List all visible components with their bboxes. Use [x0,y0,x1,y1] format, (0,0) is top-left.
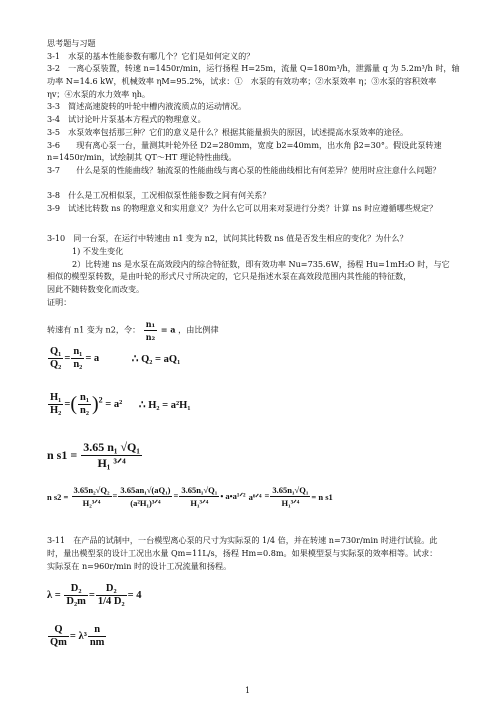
question-3-2-line1: 3-2 一离心泵装置，转速 n=1450r/min，运行扬程 H=25m，流量 Q=180m³/h，泄露量 q 为 5.2m³/h 时，轴 [47,63,460,73]
equation-lambda: λ = $\frac{\text{D₂}}{\text{D₂m}}$ = $\frac{\text{D₂}}{\text{1/4 D₂}}$ = 4 [47,583,142,607]
answer-3-10-line2: 相似的模型泵转数，是由叶轮的形式尺寸所决定的，它只是指述水泵在高效段范围内其性能的特征数， [47,271,412,281]
question-3-7: 3-7 什么是泵的性能曲线？轴流泵的性能曲线与离心泵的性能曲线相比有何差异？使用时应注意什么问题？ [47,165,441,175]
answer-3-10-line1: 2）比转速 ns 是水泵在高效段内的综合特征数，即有效功率 Nu=735.6W，扬程 Hu=1mH₂O 时，与它 [72,259,450,269]
question-3-6-line1: 3-6 现有离心泵一台，量测其叶轮外径 D2=280mm，宽度 b2=40mm，出水角 β2=30°。假设此泵转速 [47,140,442,150]
proof-tail: ，由比例律 [178,324,219,335]
question-3-1: 3-1 水泵的基本性能参数有哪几个？它们是如何定义的？ [47,51,255,61]
equation-head-ratio: $\frac{\text{H₁}}{\text{H₂}}$ =( $\frac{\text{n₁}}{\text{n₂}}$ )$^2$ = a² ∴ H₂ = a²H₁ [50,392,191,416]
page-number: 1 [245,686,251,695]
question-3-10: 3-10 同一台泵，在运行中转速由 n1 变为 n2，试问其比转数 ns 值是否发生相应的变化？为什么？ [47,233,408,243]
answer-3-10-item1: 1) 不发生变化 [72,246,124,256]
answer-3-10-line3: 因此不随转数变化而改变。 [47,284,145,294]
question-3-11-line1: 3-11 在产品的试制中，一台模型离心泵的尺寸为实际泵的 1/4 倍，并在转速 n=730r/min 时进行试验。此 [47,535,438,545]
proof-text: 转速有 n1 变为 n2，令： [47,324,141,335]
question-3-8: 3-8 什么是工况相似泵，工况相似泵性能参数之间有何关系？ [47,190,271,200]
question-3-6-line2: n=1450r/min，试绘制其 QT～HT 理论特性曲线。 [47,152,237,162]
question-3-5: 3-5 水泵效率包括那三种？它们的意义是什么？根据其能量损失的原因，试述提高水泵效率的途径。 [47,127,409,137]
proof-label: 证明： [47,297,72,307]
question-3-2-line2: 功率 N=14.6 kW，机械效率 ηM=95.2%，试求：① 水泵的有效功率；②水泵效率 η；③水泵的容积效率 [47,76,437,86]
question-3-3: 3-3 简述高速旋转的叶轮中槽内液流质点的运动情况。 [47,101,247,111]
equation-flow-similarity: $\frac{Q}{Qm}$ = λ³ $\frac{n}{nm}$ [50,624,105,648]
proof-sentence: 转速有 n1 变为 n2，令： $\frac{\text{n₁}}{\text{n₂}}$ = a ，由比例律 [47,319,219,342]
equation-flow-ratio: $\frac{\text{Q₁}}{\text{Q₂}}$ = $\frac{\text{n₁}}{\text{n₂}}$ = a ∴ Q₂ = aQ₁ [50,346,181,370]
question-3-2-line3: ηv；④水泵的水力效率 ηh。 [47,89,150,99]
question-3-11-line3: 实际泵在 n=960r/min 时的设计工况流量和扬程。 [47,561,232,571]
ratio-n2-n1: $\frac{\text{n₁}}{\text{n₂}}$ [145,319,156,342]
section-title: 思考题与习题 [47,38,96,48]
question-3-4: 3-4 试讨论叶片泵基本方程式的物理意义。 [47,114,206,124]
equation-ns1: n s1 = 3.65 n₁ √Q₁ H₁ ³ᐟ⁴ [47,440,140,470]
equation-ns2-chain: n s2 = 3.65n₂√Q₂ H₂³ᐟ⁴ = 3.65an₁√(aQ₁) (a²H₁)³ᐟ⁴ = 3.65n₁√Q₁ H₁³ᐟ⁴ • a•a¹ᐟ² a⁶ᐟ⁴ = 3.65n₁√Q₁ H₁³ᐟ⁴ = n s1 [47,485,333,508]
question-3-9: 3-9 试述比转数 ns 的物理意义和实用意义？为什么它可以用来对泵进行分类？计算 ns 时应遵循哪些规定？ [47,203,438,213]
question-3-11-line2: 时，量出模型泵的设计工况出水量 Qm=11L/s，扬程 Hm=0.8m。如果模型泵与实际泵的效率相等。试求： [47,548,438,558]
